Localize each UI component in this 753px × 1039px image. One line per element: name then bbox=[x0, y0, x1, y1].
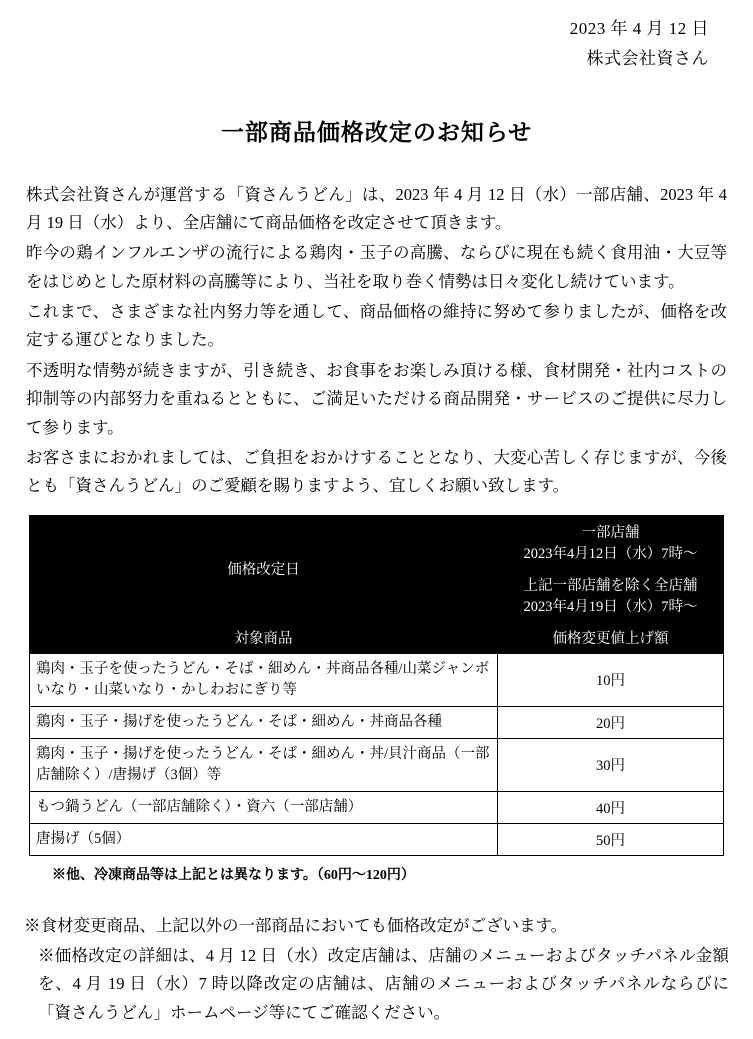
schedule-cell bbox=[498, 515, 724, 568]
table-row bbox=[30, 738, 724, 791]
page-title: 一部商品価格改定のお知らせ bbox=[220, 119, 533, 145]
price-revision-table bbox=[29, 515, 724, 856]
header-company: 株式会社資さん bbox=[586, 48, 709, 68]
item-amount: 30円 bbox=[498, 738, 724, 791]
item-name: 鶏肉・玉子・揚げを使ったうどん・そば・細めん・丼商品各種 bbox=[30, 706, 498, 738]
item-name: 鶏肉・玉子を使ったうどん・そば・細めん・丼商品各種/山菜ジャンボいなり・山菜いなり・かしわおにぎり等 bbox=[30, 653, 498, 706]
table-row bbox=[30, 706, 724, 738]
table-row bbox=[30, 653, 724, 706]
footer-notes bbox=[24, 912, 729, 1028]
item-name: 鶏肉・玉子・揚げを使ったうどん・そば・細めん・丼/貝汁商品（一部店舗除く）/唐揚げ（3個）等 bbox=[30, 738, 498, 791]
paragraph: これまで、さまざまな社内努力等を通して、商品価格の維持に努めて参りましたが、価格を改定する運びとなりました。 bbox=[26, 302, 727, 350]
paragraph: 昨今の鶏インフルエンザの流行による鶏肉・玉子の高騰、ならびに現在も続く食用油・大豆等をはじめとした原材料の高騰等により、当社を取り巻く情勢は日々変化し続けています。 bbox=[26, 243, 727, 291]
schedule-cell bbox=[498, 568, 724, 621]
item-name: もつ鍋うどん（一部店舗除く）・資六（一部店舗） bbox=[30, 791, 498, 823]
footer-note-1: ※食材変更商品、上記以外の一部商品においても価格改定がございます。 bbox=[24, 915, 568, 935]
schedule-datetime: 2023年4月12日（水）7時～ bbox=[523, 545, 698, 562]
schedule-scope: 上記一部店舗を除く全店舗 bbox=[523, 577, 698, 594]
schedule-datetime: 2023年4月19日（水）7時～ bbox=[523, 598, 698, 615]
document-header bbox=[24, 14, 709, 74]
item-amount: 10円 bbox=[498, 653, 724, 706]
column-header-item: 対象商品 bbox=[30, 621, 498, 653]
paragraph: 不透明な情勢が続きますが、引き続き、お食事をお楽しみ頂ける様、食材開発・社内コストの抑制等の内部努力を重ねるとともに、ご満足いただける商品開発・サービスのご提供に尽力して参ります。 bbox=[26, 360, 728, 437]
paragraph: 株式会社資さんが運営する「資さんうどん」は、2023 年 4 月 12 日（水）一部店舗、2023 年 4 月 19 日（水）より、全店舗にて商品価格を改定させて頂きます。 bbox=[26, 184, 727, 232]
header-date: 2023 年 4 月 12 日 bbox=[569, 19, 709, 38]
table-header-row bbox=[30, 621, 724, 653]
footer-note-2: ※価格改定の詳細は、4 月 12 日（水）改定店舗は、店舗のメニューおよびタッチパネル金額を、4 月 19 日（水）7 時以降改定の店舗は、店舗のメニューおよびタッチパネルならびに「資さんうどん」ホームページ等にてご確認ください。 bbox=[38, 946, 729, 1022]
paragraph: お客さまにおかれましては、ご負担をおかけすることとなり、大変心苦しく存じますが、今後とも「資さんうどん」のご愛顧を賜りますよう、宜しくお願い致します。 bbox=[26, 447, 728, 496]
table-row bbox=[30, 515, 724, 568]
table-footnote: ※他、冷凍商品等は上記とは異なります。（60円～120円） bbox=[52, 867, 415, 883]
body-text bbox=[26, 181, 727, 501]
item-amount: 50円 bbox=[498, 823, 724, 855]
item-amount: 40円 bbox=[498, 791, 724, 823]
item-name: 唐揚げ（5個） bbox=[30, 823, 498, 855]
schedule-scope: 一部店舗 bbox=[581, 524, 640, 541]
revision-date-label: 価格改定日 bbox=[30, 515, 498, 621]
item-amount: 20円 bbox=[498, 706, 724, 738]
column-header-amount: 価格変更値上げ額 bbox=[498, 621, 724, 653]
table-row bbox=[30, 791, 724, 823]
table-row bbox=[30, 823, 724, 855]
